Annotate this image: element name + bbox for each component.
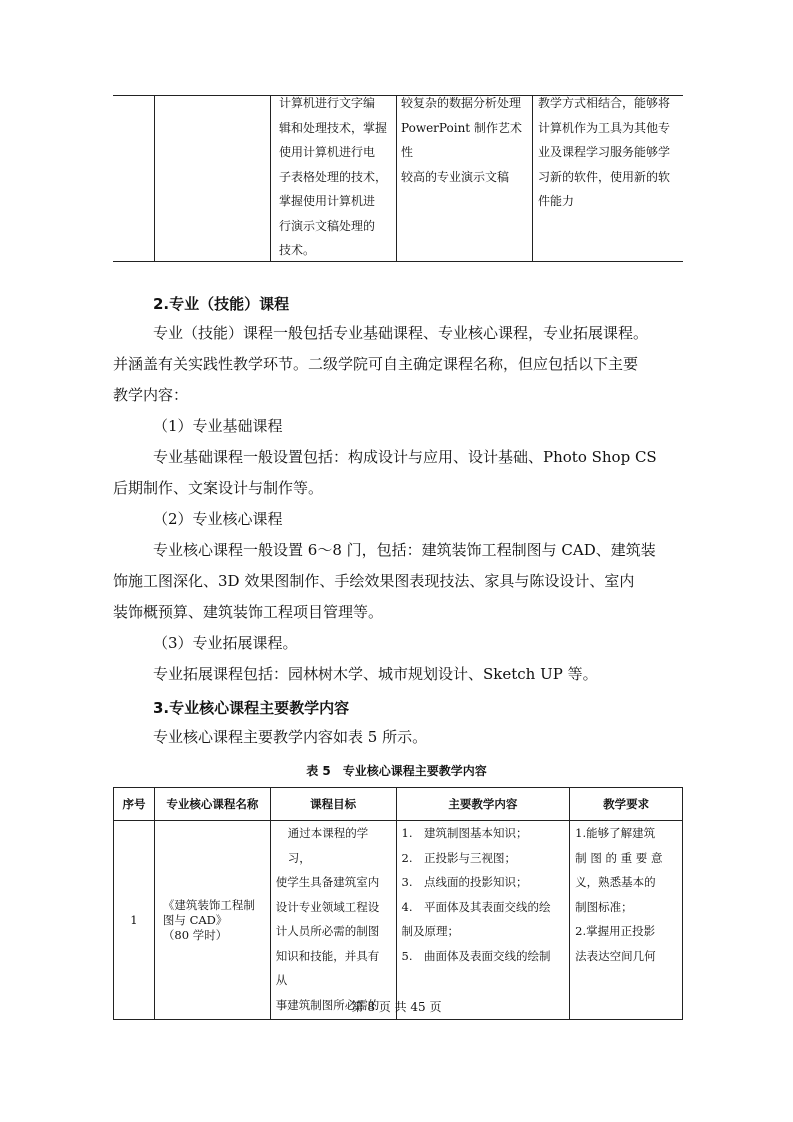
text-line: 5. 曲面体及表面交线的绘制	[401, 948, 551, 963]
text-line: 制 图 的 重 要 意	[575, 850, 663, 865]
text-line: 3. 点线面的投影知识；	[401, 875, 528, 889]
text-line: 计人员所必需的制图	[275, 924, 380, 938]
requirements-cell	[570, 821, 683, 1020]
text-line: 1.能够了解建筑	[575, 826, 656, 840]
header-main-content: 主要教学内容	[396, 788, 570, 821]
requirement-cell	[538, 91, 683, 214]
text-line: 4. 平面体及其表面交线的绘	[401, 899, 551, 914]
text-line: 件能力	[538, 194, 575, 208]
goal-cell	[279, 91, 397, 263]
course-name-cell	[154, 821, 270, 1020]
paragraph-line: 专业核心课程主要教学内容如表 5 所示。	[153, 728, 428, 746]
text-line: 行演示文稿处理的	[279, 218, 376, 233]
course-goal-cell	[270, 821, 396, 1020]
content-cell	[401, 91, 533, 189]
table-row	[114, 821, 683, 1020]
text-line: PowerPoint 制作艺术性	[401, 120, 522, 159]
text-line: 计算机进行文字编	[279, 96, 376, 110]
section-heading: 3.专业核心课程主要教学内容	[153, 699, 350, 717]
paragraph-line: 专业（技能）课程一般包括专业基础课程、专业核心课程，专业拓展课程。	[153, 324, 649, 342]
subheading: （1）专业基础课程	[153, 417, 283, 435]
text-line: 知识和技能，并具有从	[275, 948, 380, 987]
row-number: 1	[114, 821, 155, 1020]
text-line: 2. 正投影与三视图；	[401, 850, 517, 865]
header-course-name: 专业核心课程名称	[154, 788, 270, 821]
header-course-goal: 课程目标	[270, 788, 396, 821]
header-no: 序号	[114, 788, 155, 821]
column-divider	[270, 95, 271, 262]
column-divider	[154, 95, 155, 262]
paragraph-line: 装饰概预算、建筑装饰工程项目管理等。	[113, 603, 384, 621]
table-bottom-border	[113, 261, 683, 262]
text-line: 教学方式相结合，能够将	[538, 96, 671, 110]
text-line: 制图标准；	[575, 899, 633, 914]
text-line: 使学生具备建筑室内	[275, 875, 380, 889]
paragraph-line: 专业核心课程一般设置 6～8 门，包括：建筑装饰工程制图与 CAD、建筑装	[153, 541, 656, 559]
paragraph-line: 教学内容：	[113, 386, 189, 404]
core-course-table	[113, 787, 683, 1020]
text-line: 设计专业领域工程设	[275, 899, 380, 914]
header-requirements: 教学要求	[570, 788, 683, 821]
text-line: 业及课程学习服务能够学	[538, 145, 671, 159]
text-line: 辑和处理技术，掌握	[279, 120, 388, 135]
text-line: 较高的专业演示文稿	[401, 169, 510, 184]
main-content-cell	[396, 821, 570, 1020]
section-heading: 2.专业（技能）课程	[153, 295, 290, 313]
text-line: 技术。	[279, 243, 316, 257]
text-line: 1. 建筑制图基本知识；	[401, 826, 528, 840]
subheading: （3）专业拓展课程。	[153, 634, 298, 652]
text-line: 习新的软件，使用新的软	[538, 169, 671, 184]
text-line: 事建筑制图所必需的	[275, 997, 380, 1012]
paragraph-line: 并涵盖有关实践性教学环节。二级学院可自主确定课程名称，但应包括以下主要	[113, 355, 639, 373]
continued-table	[113, 95, 683, 262]
table-caption: 表 5 专业核心课程主要教学内容	[306, 764, 487, 778]
text-line: 制及原理；	[401, 924, 460, 938]
text-line: 通过本课程的学习，	[287, 826, 369, 865]
paragraph-line: 专业拓展课程包括：园林树木学、城市规划设计、Sketch UP 等。	[153, 665, 598, 683]
text-line: 计算机作为工具为其他专	[538, 120, 671, 135]
page-footer: 第 8 页 共 45 页	[351, 1000, 442, 1014]
text-line: 使用计算机进行电	[279, 145, 376, 159]
text-line: 掌握使用计算机进	[279, 194, 376, 208]
text-line: 法表达空间几何	[575, 948, 656, 963]
text-line: （80 学时）	[162, 927, 228, 942]
text-line: 图与 CAD》	[162, 912, 228, 927]
text-line: 义，熟悉基本的	[575, 875, 656, 889]
paragraph-line: 饰施工图深化、3D 效果图制作、手绘效果图表现技法、家具与陈设设计、室内	[113, 572, 635, 590]
subheading: （2）专业核心课程	[153, 510, 283, 528]
text-line: 2.掌握用正投影	[575, 924, 656, 938]
text-line: 较复杂的数据分析处理	[401, 96, 522, 110]
paragraph-line: 后期制作、文案设计与制作等。	[113, 479, 324, 497]
text-line: 《建筑装饰工程制	[162, 897, 255, 912]
text-line: 子表格处理的技术，	[279, 169, 388, 184]
paragraph-line: 专业基础课程一般设置包括：构成设计与应用、设计基础、Photo Shop CS	[153, 448, 657, 466]
table-header-row	[114, 788, 683, 821]
